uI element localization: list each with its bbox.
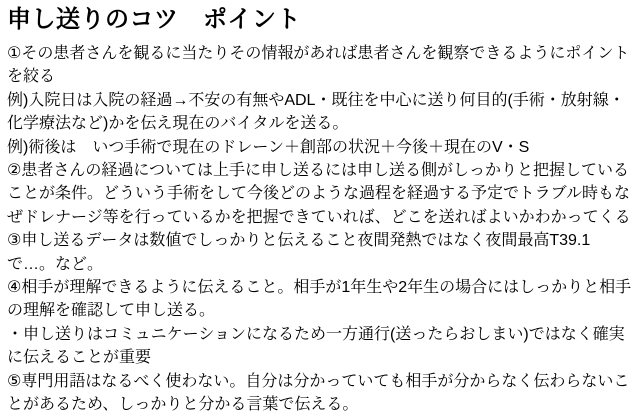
paragraph-point-3: ③申し送るデータは数値でしっかりと伝えること夜間発熱ではなく夜間最高T39.1で…。など。	[7, 232, 591, 273]
paragraph-point-2: ②患者さんの経過については上手に申し送るには申し送る側がしっかりと把握していることが条件。どういう手術をして今後どのような過程を経過する予定でトラブル時もなぜドレナージ等を行っているかを把握できていれば、どこを送ればよいかわかってくる	[7, 162, 631, 226]
paragraph-point-1: ①その患者さんを観るに当たりその情報があれば患者さんを観察できるようにポイントを絞る	[7, 45, 630, 86]
paragraph-example-admission: 例)入院日は入院の経過→不安の有無やADL・既往を中心に送り何目的(手術・放射線・化学療法など)かを伝え現在のバイタルを送る。	[7, 91, 625, 133]
document-title: 申し送りのコツ ポイント	[7, 6, 301, 33]
paragraph-example-postop: 例)術後は いつ手術で現在のドレーン＋創部の状況＋今後＋現在のV・S	[7, 138, 530, 156]
paragraph-bullet-communication: ・申し送りはコミュニケーションになるため一方通行(送ったらおしまい)ではなく確実に伝えることが重要	[7, 325, 625, 367]
paragraph-point-4: ④相手が理解できるように伝えること。相手が1年生や2年生の場合にはしっかりと相手の理解を確認して申し送る。	[7, 279, 632, 320]
paragraph-point-5: ⑤専門用語はなるべく使わない。自分は分かっていても相手が分からなく伝わらないことがあるため、しっかりと分かる言葉で伝える。	[7, 372, 630, 414]
document-body	[7, 42, 636, 417]
